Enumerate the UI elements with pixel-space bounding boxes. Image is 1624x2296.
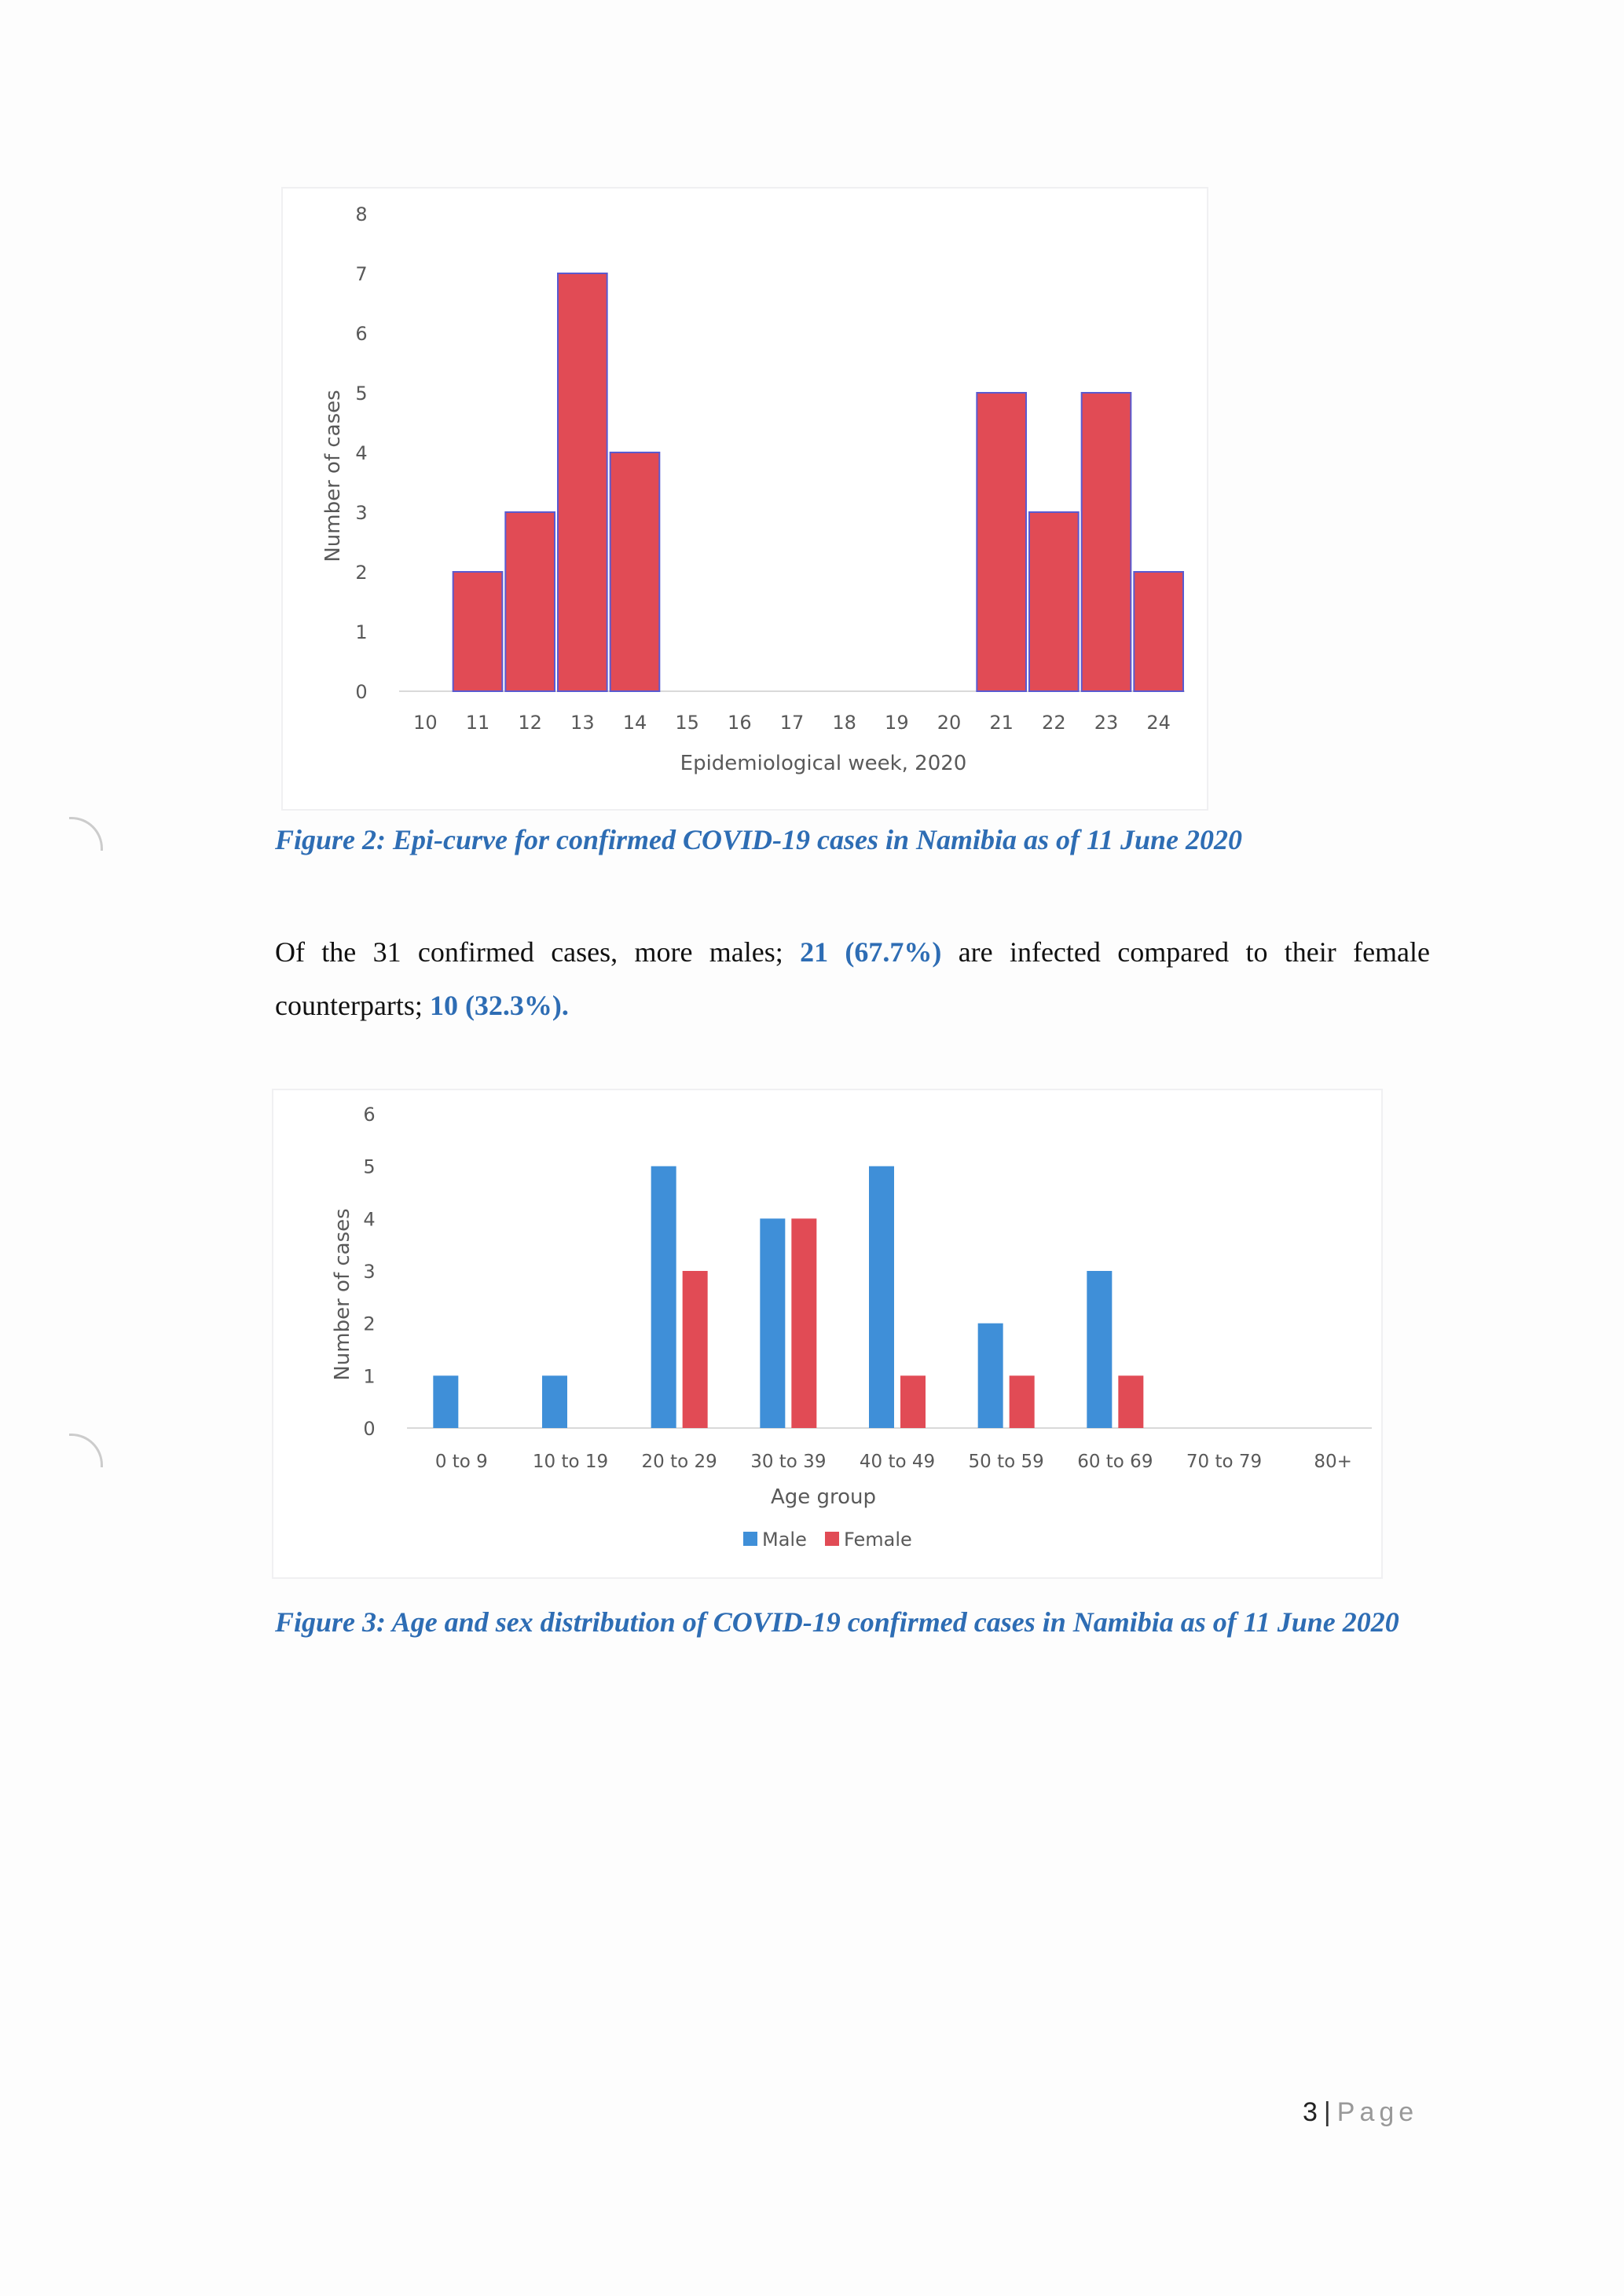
y-tick-label: 0 <box>355 681 368 703</box>
summary-paragraph <box>275 925 1430 1032</box>
y-axis-label: Number of cases <box>321 390 345 562</box>
footer-separator: | <box>1323 2097 1331 2127</box>
x-tick-label: 17 <box>779 712 805 734</box>
female-stat: 10 (32.3%). <box>429 990 569 1021</box>
legend-swatch-male <box>743 1532 757 1546</box>
x-tick-label: 22 <box>1042 712 1066 734</box>
x-tick-label: 70 to 79 <box>1186 1452 1263 1472</box>
y-tick-label: 3 <box>363 1261 376 1283</box>
bar-female-50-to-59 <box>1010 1375 1035 1428</box>
y-tick-label: 2 <box>363 1313 376 1335</box>
x-tick-label: 80+ <box>1314 1452 1352 1472</box>
x-axis-label: Age group <box>770 1485 877 1509</box>
x-tick-label: 12 <box>518 712 542 734</box>
epi-curve-svg <box>283 189 1207 809</box>
bar-week-22 <box>1029 512 1079 691</box>
x-tick-label: 24 <box>1146 712 1171 734</box>
y-tick-label: 6 <box>355 323 368 345</box>
x-tick-label: 19 <box>885 712 909 734</box>
bar-female-20-to-29 <box>683 1271 708 1428</box>
figure-2-caption: Figure 2: Epi-curve for confirmed COVID-19 cases in Namibia as of 11 June 2020 <box>275 824 1243 855</box>
x-tick-label: 60 to 69 <box>1077 1452 1153 1472</box>
bar-week-11 <box>453 572 503 691</box>
y-tick-label: 4 <box>363 1208 376 1231</box>
bar-male-50-to-59 <box>978 1324 1003 1428</box>
y-axis-label: Number of cases <box>331 1208 354 1381</box>
x-tick-label: 20 to 29 <box>641 1452 717 1472</box>
y-tick-label: 2 <box>355 562 368 584</box>
x-tick-label: 11 <box>465 712 490 734</box>
y-tick-label: 5 <box>355 383 368 405</box>
paragraph-text: Of the 31 confirmed cases, more males; <box>275 936 801 968</box>
y-tick-label: 0 <box>363 1418 376 1440</box>
epi-curve-chart <box>281 187 1208 811</box>
bar-male-20-to-29 <box>651 1166 676 1428</box>
x-axis-label: Epidemiological week, 2020 <box>680 752 967 775</box>
y-tick-label: 7 <box>355 263 368 285</box>
legend-swatch-female <box>825 1532 839 1546</box>
y-tick-label: 8 <box>355 203 368 225</box>
bar-week-24 <box>1134 572 1183 691</box>
x-tick-label: 14 <box>622 712 647 734</box>
x-tick-label: 15 <box>675 712 699 734</box>
legend-label-female: Female <box>844 1529 912 1551</box>
bar-week-12 <box>505 512 555 691</box>
bar-week-21 <box>977 393 1026 691</box>
x-tick-label: 10 <box>413 712 438 734</box>
bar-male-40-to-49 <box>869 1166 894 1428</box>
x-tick-label: 23 <box>1094 712 1119 734</box>
x-tick-label: 16 <box>728 712 752 734</box>
legend-label-male: Male <box>762 1529 807 1551</box>
y-tick-label: 6 <box>363 1104 376 1126</box>
page-footer <box>1303 2097 1418 2128</box>
y-tick-label: 1 <box>363 1365 376 1388</box>
bar-week-13 <box>558 273 607 691</box>
x-tick-label: 13 <box>570 712 595 734</box>
y-tick-label: 1 <box>355 621 368 643</box>
male-stat: 21 (67.7%) <box>800 936 942 968</box>
bar-female-40-to-49 <box>900 1375 926 1428</box>
bar-female-30-to-39 <box>791 1218 816 1428</box>
y-tick-label: 5 <box>363 1155 376 1178</box>
scan-artifact <box>69 817 103 851</box>
bar-week-23 <box>1082 393 1131 691</box>
scan-artifact <box>69 1434 103 1467</box>
bar-male-10-to-19 <box>542 1375 567 1428</box>
x-tick-label: 0 to 9 <box>434 1452 488 1472</box>
y-tick-label: 4 <box>355 442 368 464</box>
page-number: 3 <box>1303 2097 1318 2127</box>
x-tick-label: 20 <box>937 712 962 734</box>
bar-male-30-to-39 <box>760 1218 785 1428</box>
x-tick-label: 10 to 19 <box>532 1452 609 1472</box>
bar-week-14 <box>610 452 660 691</box>
legend <box>743 1529 912 1551</box>
bar-male-60-to-69 <box>1087 1271 1112 1428</box>
page-label: Page <box>1336 2097 1419 2127</box>
x-tick-label: 30 to 39 <box>750 1452 827 1472</box>
bar-male-0-to-9 <box>433 1375 458 1428</box>
x-tick-label: 50 to 59 <box>968 1452 1044 1472</box>
paragraph-text: are infected compared to their female counterparts; <box>275 936 1431 1021</box>
age-sex-svg <box>273 1090 1381 1577</box>
x-tick-label: 40 to 49 <box>859 1452 936 1472</box>
x-tick-label: 21 <box>989 712 1014 734</box>
figure-3-caption: Figure 3: Age and sex distribution of COVID-19 confirmed cases in Namibia as of 11 June 2020 <box>275 1606 1399 1638</box>
x-tick-label: 18 <box>832 712 856 734</box>
age-sex-chart <box>272 1089 1383 1579</box>
bar-female-60-to-69 <box>1118 1375 1143 1428</box>
y-tick-label: 3 <box>355 502 368 524</box>
